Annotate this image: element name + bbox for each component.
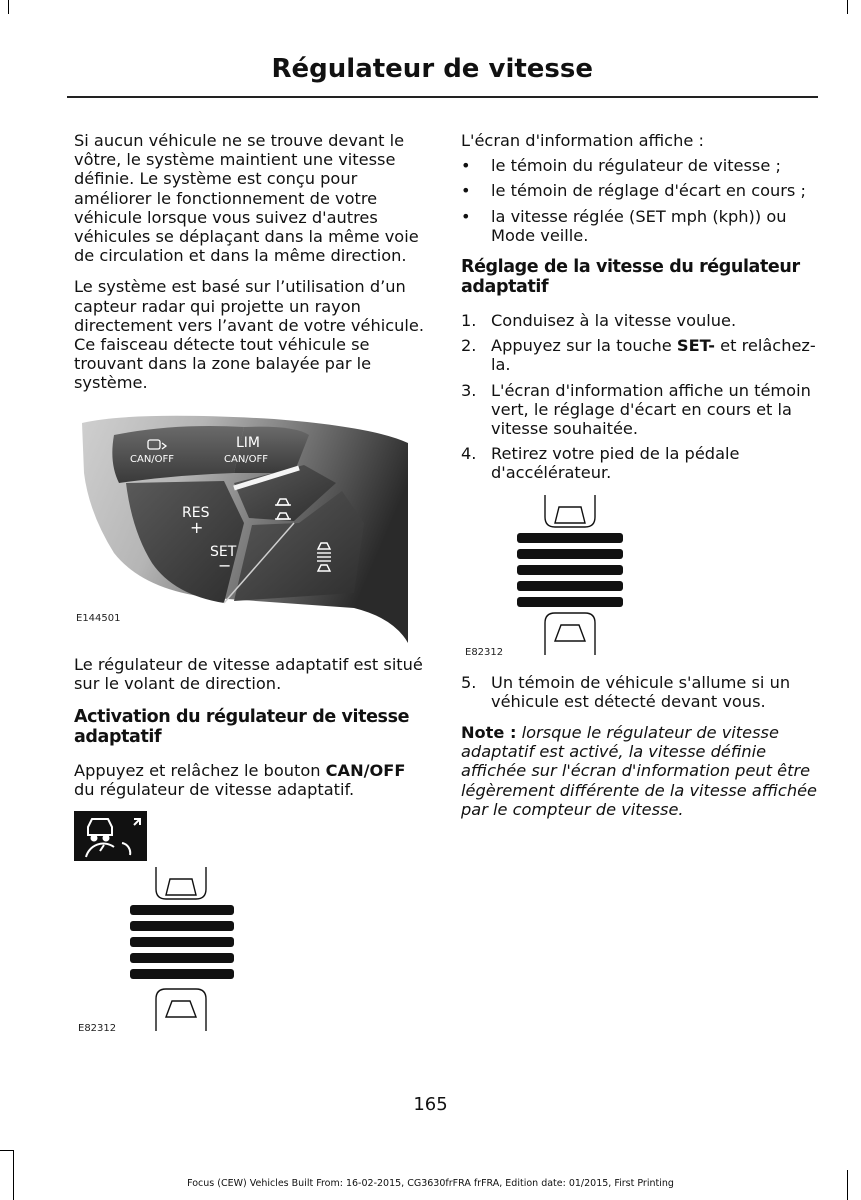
set-label: SET bbox=[210, 543, 237, 560]
list-item-text: la vitesse réglée (SET mph (kph)) ou Mode veille. bbox=[491, 206, 787, 245]
crop-mark bbox=[8, 0, 9, 14]
bullet-list bbox=[461, 156, 817, 245]
step-text: Un témoin de véhicule s'allume si un véhicule est détecté devant vous. bbox=[491, 672, 791, 711]
vehicle-radar-icon bbox=[74, 811, 147, 861]
figure-code: E144501 bbox=[76, 612, 121, 624]
steering-wheel-buttons-illustration bbox=[74, 413, 414, 645]
bullet: • bbox=[461, 206, 471, 226]
bullet: • bbox=[461, 181, 471, 201]
key-label: SET- bbox=[676, 336, 716, 356]
steps-list bbox=[461, 311, 817, 483]
can-off-label: CAN/OFF bbox=[224, 453, 269, 465]
left-column bbox=[74, 131, 429, 1047]
step-text: Appuyez sur la touche bbox=[491, 336, 677, 356]
list-item-text: le témoin du régulateur de vitesse ; bbox=[491, 156, 781, 176]
bullet: • bbox=[461, 156, 471, 176]
plus-label: + bbox=[190, 517, 204, 537]
paragraph: Le système est basé sur l’utilisation d’un capteur radar qui projette un rayon directement vers l’avant de votre véhicule. Ce faisceau détecte tout véhicule se trouvant dans la zone balayée par le système. bbox=[74, 277, 424, 393]
text-run: Appuyez et relâchez le bouton bbox=[74, 761, 326, 781]
step-number: 4. bbox=[461, 444, 477, 464]
paragraph: Le régulateur de vitesse adaptatif est situé sur le volant de direction. bbox=[74, 654, 423, 693]
step-text: Conduisez à la vitesse voulue. bbox=[491, 311, 737, 331]
step-number: 5. bbox=[461, 672, 477, 692]
step-item bbox=[461, 444, 817, 482]
paragraph bbox=[74, 761, 429, 799]
page-title: Régulateur de vitesse bbox=[271, 54, 593, 84]
paragraph: L'écran d'information affiche : bbox=[461, 131, 704, 150]
figure-code: E82312 bbox=[78, 1023, 117, 1035]
acc-indicator-icon bbox=[74, 811, 147, 861]
following-distance-illustration bbox=[74, 867, 414, 1047]
note-body: lorsque le régulateur de vitesse adaptatif est activé, la vitesse définie affichée sur l'écran d'information peut être légèrement différente de la vitesse affichée par le compteur de vitesse. bbox=[461, 723, 817, 819]
list-item-text: le témoin de réglage d'écart en cours ; bbox=[491, 181, 806, 201]
right-column bbox=[461, 131, 817, 831]
step-item bbox=[461, 381, 817, 439]
footer-info: Focus (CEW) Vehicles Built From: 16-02-2015, CG3630frFRA frFRA, Edition date: 01/2015, First Printing bbox=[187, 1178, 674, 1189]
step-number: 2. bbox=[461, 336, 477, 356]
section-heading: Réglage de la vitesse du régulateur adaptatif bbox=[461, 257, 800, 298]
crop-mark bbox=[0, 1150, 14, 1151]
crop-mark bbox=[13, 1150, 14, 1200]
step-text: et relâchez-la. bbox=[491, 336, 816, 375]
figure-following-distance bbox=[461, 495, 801, 663]
key-label: CAN/OFF bbox=[325, 761, 406, 781]
section-heading: Activation du régulateur de vitesse adaptatif bbox=[74, 707, 410, 748]
minus-label: − bbox=[218, 555, 232, 575]
list-item bbox=[461, 156, 817, 175]
res-label: RES bbox=[182, 504, 210, 521]
note-label: Note : bbox=[461, 723, 517, 743]
figure-code: E82312 bbox=[465, 646, 504, 658]
step-number: 1. bbox=[461, 311, 477, 331]
steps-list bbox=[461, 673, 817, 711]
lim-label: LIM bbox=[236, 434, 261, 451]
note bbox=[461, 723, 817, 819]
figure-following-distance bbox=[74, 867, 414, 1047]
title-rule bbox=[67, 96, 818, 98]
crop-mark bbox=[847, 0, 848, 14]
step-text: Retirez votre pied de la pédale d'accélérateur. bbox=[491, 444, 740, 483]
step-number: 3. bbox=[461, 380, 477, 400]
paragraph: Si aucun véhicule ne se trouve devant le vôtre, le système maintient une vitesse définie. Le système est conçu pour améliorer le fonctionnement de votre véhicule lorsque vous suivez d'autres véhicules se déplaçant dans la même voie de circulation et dans la même direction. bbox=[74, 131, 419, 266]
figure-steering-controls bbox=[74, 413, 414, 645]
step-item bbox=[461, 311, 817, 330]
text-run: du régulateur de vitesse adaptatif. bbox=[74, 780, 355, 800]
step-item bbox=[461, 336, 817, 374]
step-text: L'écran d'information affiche un témoin vert, le réglage d'écart en cours et la vitesse souhaitée. bbox=[491, 380, 811, 439]
list-item bbox=[461, 181, 817, 200]
list-item bbox=[461, 207, 817, 245]
can-off-label: CAN/OFF bbox=[130, 453, 175, 465]
following-distance-illustration bbox=[461, 495, 801, 663]
step-item bbox=[461, 673, 817, 711]
page-number: 165 bbox=[413, 1094, 448, 1115]
